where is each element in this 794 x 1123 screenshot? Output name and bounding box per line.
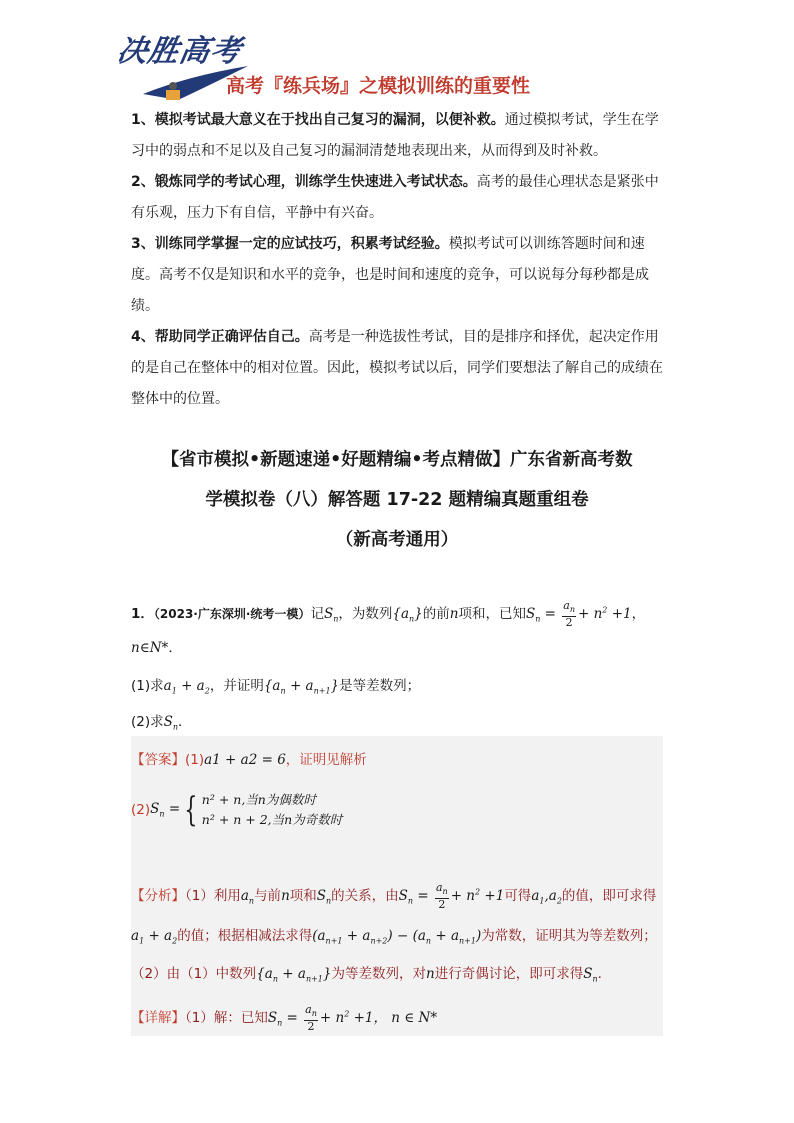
q-text: ，为数列 — [338, 606, 393, 623]
math-Sn-formula: $S_n$ = $\frac{a_n}{2}$ + $n^2 +1$ — [398, 881, 505, 912]
intro-paragraph-1 — [131, 105, 663, 167]
math-Sn: $S_n$ = — [150, 801, 181, 819]
paper-title-line-3: （新高考通用） — [335, 530, 459, 550]
question-1-stem: 1．（2023·广东深圳·统考一模）记$S_n$，为数列$\{a_n\}$的前n项和，已知$S_n$ = $\frac{a_n}{2}$ + $n^2 +1$， — [131, 599, 646, 630]
answer-part1-value: a1 + a2 = 6 — [204, 752, 286, 768]
paper-title — [131, 440, 663, 560]
logo-text: 决胜高考 — [114, 34, 245, 69]
answer-case-odd: n² + n + 2,当n为奇数时 — [201, 812, 343, 827]
math-set-an: $\{a_n\}$ — [392, 606, 423, 624]
analysis-text: 的关系，由 — [331, 888, 399, 905]
math-n: n — [426, 966, 435, 982]
analysis-text: （2）由（1）中数列 — [131, 966, 257, 982]
brace-icon: { — [184, 790, 198, 830]
answer-cases — [202, 790, 342, 830]
question-1-part-1 — [131, 676, 663, 702]
q-text: ，并证明 — [209, 678, 264, 694]
intro-paragraph-3 — [131, 229, 663, 322]
math-a1-a2: $a_1,a_2$ — [531, 888, 562, 906]
answer-part1: (1) — [185, 752, 205, 768]
question-1-domain — [131, 638, 663, 658]
analysis-text: 的值；根据相减法求得 — [177, 928, 313, 944]
analysis-text: 的值，即可求得 — [561, 888, 657, 905]
analysis-text: . — [597, 966, 602, 982]
header-title: 高考『练兵场』之模拟训练的重要性 — [226, 75, 531, 97]
intro-p4-text: 高考是一种选拔性考试，目的是排序和择优，起决定作用的是自己在整体中的相对位置。因此，模拟考试以后，同学们要想法了解自己的成绩在整体中的位置。 — [131, 329, 663, 407]
math-a1-plus-a2: $a_1 + a_2$ — [131, 928, 178, 946]
analysis-text: 为常数，证明其为等差数列； — [481, 928, 657, 944]
question-source: （2023·广东深圳·统考一模） — [153, 607, 311, 622]
intro-p3-text: 模拟考试可以训练答题时间和速度。高考不仅是知识和水平的竞争，也是时间和速度的竞争，可以说每分每秒都是成绩。 — [131, 236, 649, 314]
intro-p3-bold: 3、训练同学掌握一定的应试技巧，积累考试经验。 — [131, 236, 449, 252]
question-number: 1． — [131, 606, 154, 623]
question-1-part-2 — [131, 712, 663, 738]
math-Sn: $S_n$ — [323, 606, 339, 624]
analysis-text: 进行奇偶讨论，即可求得 — [434, 966, 584, 982]
q-text: 的前 — [422, 606, 450, 623]
analysis-text: 可得 — [504, 888, 532, 905]
analysis-text: 项和 — [289, 888, 317, 905]
math-Sn-formula: $S_n$ = $\frac{a_n}{2}$ + $n^2 +1$ — [525, 599, 632, 630]
intro-p4-bold: 4、帮助同学正确评估自己。 — [131, 329, 309, 345]
math-difference: $(a_{n+1} + a_{n+2}) - (a_n + a_{n+1})$ — [312, 928, 482, 946]
q-text: 记 — [310, 606, 324, 623]
answer-line-2 — [131, 790, 342, 830]
analysis-text: 为等差数列，对 — [331, 966, 426, 982]
intro-section — [131, 105, 663, 415]
q-text: 项和，已知 — [458, 606, 526, 623]
math-an: $a_n$ — [240, 888, 255, 906]
math-n: n — [449, 606, 459, 623]
math-domain: n∈N*． — [131, 640, 182, 656]
math-Sn: $S_n$ — [316, 888, 332, 906]
paper-title-line-1: 【省市模拟•新题速递•好题精编•考点精做】广东省新高考数 — [161, 450, 633, 470]
analysis-text: （1）利用 — [185, 888, 241, 905]
math-Sn-formula: $S_n$ = $\frac{a_n}{2}$ + $n^2 +1$， n ∈ N* — [267, 1003, 438, 1034]
analysis-line-3 — [131, 962, 602, 984]
analysis-label: 【分析】 — [131, 888, 185, 905]
intro-p1-text: 通过模拟考试，学生在学习中的弱点和不足以及自己复习的漏洞清楚地表现出来，从而得到及时补救。 — [131, 112, 659, 159]
detail-line-1 — [131, 1004, 437, 1033]
analysis-line-2 — [131, 924, 657, 946]
detail-text: （1）解：已知 — [185, 1010, 268, 1027]
intro-paragraph-2 — [131, 167, 663, 229]
q-text: ． — [178, 714, 192, 730]
q-text: (1)求 — [131, 678, 164, 694]
q-text: 是等差数列； — [339, 678, 421, 694]
analysis-line-1 — [131, 882, 656, 911]
math-set-an-sum: $\{a_n + a_{n+1}\}$ — [263, 678, 340, 696]
math-a1-plus-a2: $a_1 + a_2$ — [163, 678, 210, 696]
analysis-text: 与前 — [254, 888, 282, 905]
answer-line-1 — [131, 748, 367, 768]
answer-label: 【答案】 — [131, 752, 185, 768]
answer-part2: (2) — [131, 802, 151, 818]
q-text: (2)求 — [131, 714, 164, 730]
math-n: n — [281, 888, 290, 905]
paper-title-line-2: 学模拟卷（八）解答题 17-22 题精编真题重组卷 — [205, 490, 589, 510]
intro-p2-text: 高考的最佳心理状态是紧张中有乐观，压力下有自信，平静中有兴奋。 — [131, 174, 659, 221]
math-set-an-sum: $\{a_n + a_{n+1}\}$ — [256, 966, 332, 984]
math-Sn: $S_n$ — [163, 714, 179, 732]
answer-part1-note: ，证明见解析 — [285, 752, 367, 768]
answer-case-even: n² + n,当n为偶数时 — [201, 792, 316, 807]
math-Sn: $S_n$ — [583, 966, 598, 984]
intro-paragraph-4 — [131, 322, 663, 415]
detail-label: 【详解】 — [131, 1010, 185, 1027]
intro-p2-bold: 2、锻炼同学的考试心理，训练学生快速进入考试状态。 — [131, 174, 477, 190]
intro-p1-bold: 1、模拟考试最大意义在于找出自己复习的漏洞，以便补救。 — [131, 112, 505, 128]
